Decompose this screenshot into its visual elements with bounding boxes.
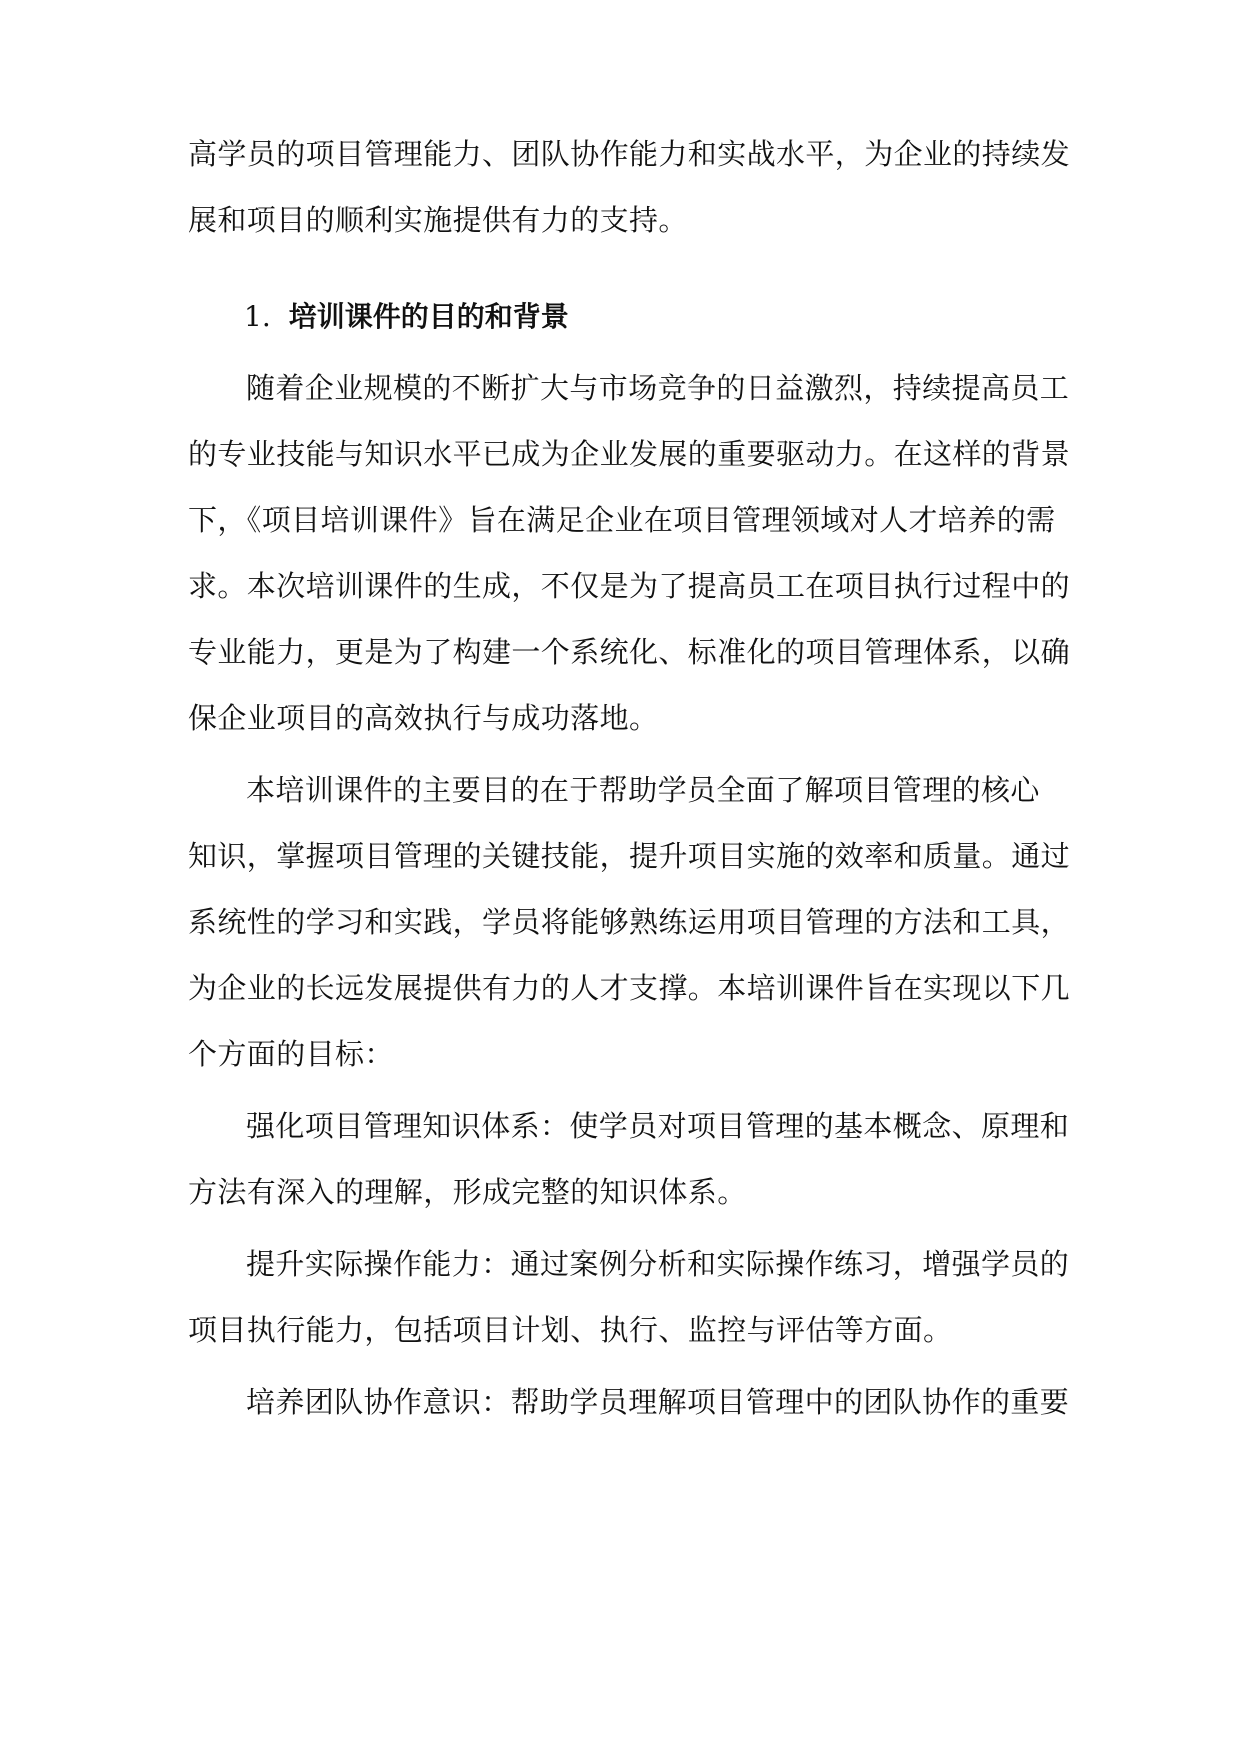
continuation-line-2: 展和项目的顺利实施提供有力的支持。 — [188, 203, 688, 237]
paragraph2-line-1: 本培训课件的主要目的在于帮助学员全面了解项目管理的核心 — [246, 773, 1040, 807]
paragraph1-line-2: 的专业技能与知识水平已成为企业发展的重要驱动力。在这样的背景 — [188, 437, 1071, 471]
paragraph1-line-4: 求。本次培训课件的生成，不仅是为了提高员工在项目执行过程中的 — [188, 569, 1071, 603]
section-number: 1. — [244, 300, 271, 333]
goal2-line-2: 项目执行能力，包括项目计划、执行、监控与评估等方面。 — [188, 1313, 953, 1347]
goal1-line-2: 方法有深入的理解，形成完整的知识体系。 — [188, 1175, 747, 1209]
paragraph2-line-5: 个方面的目标： — [188, 1037, 394, 1071]
paragraph1-line-5: 专业能力，更是为了构建一个系统化、标准化的项目管理体系，以确 — [188, 635, 1071, 669]
section-heading — [244, 297, 1044, 337]
paragraph1-line-3: 下，《项目培训课件》旨在满足企业在项目管理领域对人才培养的需 — [188, 503, 1056, 537]
continuation-line-1: 高学员的项目管理能力、团队协作能力和实战水平，为企业的持续发 — [188, 137, 1071, 171]
paragraph1-line-6: 保企业项目的高效执行与成功落地。 — [188, 701, 659, 735]
paragraph2-line-2: 知识，掌握项目管理的关键技能，提升项目实施的效率和质量。通过 — [188, 839, 1071, 873]
goal3-line-1: 培养团队协作意识：帮助学员理解项目管理中的团队协作的重要 — [246, 1385, 1070, 1419]
paragraph2-line-3: 系统性的学习和实践，学员将能够熟练运用项目管理的方法和工具， — [188, 905, 1071, 939]
goal2-line-1: 提升实际操作能力：通过案例分析和实际操作练习，增强学员的 — [246, 1247, 1070, 1281]
goal1-line-1: 强化项目管理知识体系：使学员对项目管理的基本概念、原理和 — [246, 1109, 1070, 1143]
paragraph2-line-4: 为企业的长远发展提供有力的人才支撑。本培训课件旨在实现以下几 — [188, 971, 1071, 1005]
paragraph1-line-1: 随着企业规模的不断扩大与市场竞争的日益激烈，持续提高员工 — [246, 371, 1070, 405]
section-title: 培训课件的目的和背景 — [288, 300, 569, 333]
